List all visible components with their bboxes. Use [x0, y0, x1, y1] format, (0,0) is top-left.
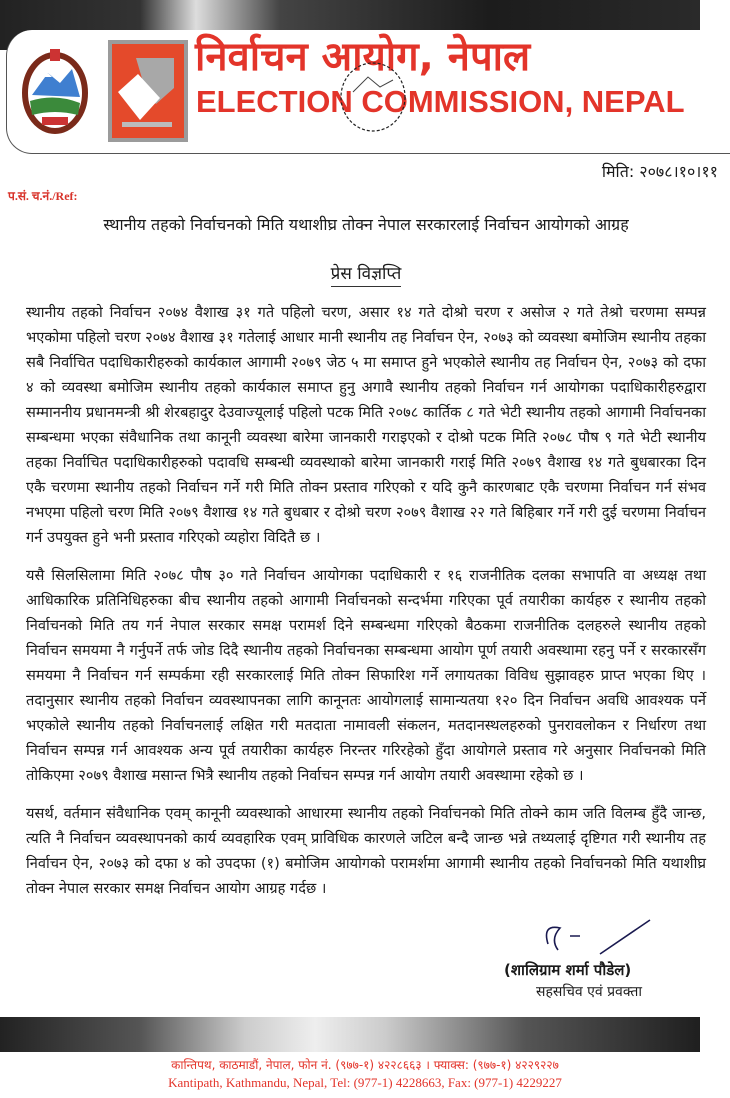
- nepal-emblem-icon: [20, 45, 90, 135]
- document-title: [26, 262, 706, 286]
- signatory-name: (शालिग्राम शर्मा पौडेल): [504, 961, 632, 979]
- reference-number-label: प.सं. च.नं./Ref:: [8, 189, 78, 203]
- org-name-nepali: निर्वाचन आयोग, नेपाल: [195, 34, 531, 80]
- document-subject: स्थानीय तहको निर्वाचनको मिति यथाशीघ्र तोक्न नेपाल सरकारलाई निर्वाचन आयोगको आग्रह: [103, 215, 629, 234]
- ballot-box-icon: [112, 44, 184, 138]
- official-seal-stamp: [318, 52, 428, 202]
- document-body: [26, 300, 706, 901]
- footer-address-english: Kantipath, Kathmandu, Nepal, Tel: (977-1) 4228663, Fax: (977-1) 4229227: [168, 1075, 562, 1090]
- document-date: मिति: २०७८।१०।११: [601, 162, 718, 181]
- document-content: [26, 214, 706, 1003]
- paragraph-2: यसै सिलसिलामा मिति २०७८ पौष ३० गते निर्वाचन आयोगका पदाधिकारी र १६ राजनीतिक दलका सभापति वा अध्यक्ष तथा आधिकारिक प्रतिनिधिहरुका बीच स्थानीय तहको आगामी निर्वाचनको सन्दर्भमा गरिएका पूर्व तयारीका कार्यहरु र स्थानीय तहको निर्वाचनको मिति तय गर्न नेपाल सरकार समक्ष परामर्श दिने सम्बन्धमा गरिएको बैठकमा राजनीतिक दलहरुले स्थानीय तहको निर्वाचन समयमा नै गर्नुपर्ने तर्फ जोड दिदै स्थानीय तहको निर्वाचनका सम्बन्धमा आयोग पूर्ण तयारी अवस्थामा रहनु पर्ने र सरकारसँग समयमा नै निर्वाचन गर्न सम्पर्कमा रही सरकारलाई मिति तोक्न सिफारिश गर्ने लगायतका विविध सुझावहरु प्राप्त भएका थिए । तदानुसार स्थानीय तहको निर्वाचन व्यवस्थापनका लागि कानूनतः आयोगलाई सामान्यतया १२० दिन निर्वाचन अवधि आवश्यक पर्ने भएकोले स्थानीय तहको निर्वाचनलाई लक्षित गरी मतदाता नामावली संकलन, मतदानस्थलहरुको पुनरावलोकन र निर्धारण तथा निर्वाचन सम्पन्न गर्न आवश्यक अन्य पूर्व तयारीका कार्यहरु निरन्तर गरिरहेको हुँदा आयोगले प्रस्ताव गरे अनुसार निर्वाचनको मिति तोकिएमा २०७९ वैशाख मसान्त भित्रै स्थानीय तहको निर्वाचन सम्पन्न गर्न आयोग तयारी अवस्थामा रहेको छ ।: [26, 567, 706, 784]
- footer-address-nepali: कान्तिपथ, काठमाडौं, नेपाल, फोन नं. (९७७-१) ४२२८६६३ । फ्याक्स: (९७७-१) ४२२९२२७: [171, 1058, 559, 1072]
- footer: [0, 1017, 730, 1098]
- handwritten-signature: [540, 914, 690, 959]
- election-commission-logo: [108, 40, 188, 142]
- org-name-english: ELECTION COMMISSION, NEPAL: [196, 84, 685, 119]
- letterhead: [0, 0, 730, 208]
- footer-band: [0, 1017, 700, 1052]
- paragraph-3: यसर्थ, वर्तमान संवैधानिक एवम् कानूनी व्यवस्थाको आधारमा स्थानीय तहको निर्वाचनको मिति तोक्ने काम जति विलम्ब हुँदै जान्छ, त्यति नै निर्वाचन व्यवस्थापनको कार्य व्यवहारिक एवम् प्राविधिक कारणले जटिल बन्दै जान्छ भन्ने तथ्यलाई दृष्टिगत गरी स्थानीय तह निर्वाचन ऐन, २०७३ को दफा ४ को उपदफा (१) बमोजिम आयोगको परामर्शमा आगामी स्थानीय तहको निर्वाचनको मिति यथाशीघ्र तोक्न नेपाल सरकार समक्ष निर्वाचन आयोग आग्रह गर्दछ ।: [26, 805, 706, 897]
- signatory-designation: सहसचिव एवं प्रवक्ता: [536, 984, 642, 1000]
- press-release-title: प्रेस विज्ञप्ति: [331, 264, 402, 287]
- signature-block: [504, 914, 706, 1003]
- paragraph-1: स्थानीय तहको निर्वाचन २०७४ वैशाख ३१ गते पहिलो चरण, असार १४ गते दोश्रो चरण र असोज २ गते तेश्रो चरणमा सम्पन्न भएकोमा पहिलो चरण २०७४ वैशाख ३१ गतेलाई आधार मानी स्थानीय तह निर्वाचन ऐन, २०७३ को व्यवस्था बमोजिम स्थानीय तहका सबै निर्वाचित पदाधिकारीहरुको कार्यकाल आगामी २०७९ जेठ ५ मा समाप्त हुने भएकोले स्थानीय तह निर्वाचन ऐन, २०७३ को दफा ४ को व्यवस्था बमोजिम स्थानीय तहको कार्यकाल समाप्त हुनु अगावै स्थानीय तहको निर्वाचन गर्न आयोगका पदाधिकारीहरुद्वारा सम्माननीय प्रधानमन्त्री श्री शेरबहादुर देउवाज्यूलाई पहिलो पटक मिति २०७८ कार्तिक ८ गते भेटी स्थानीय तहको आगामी निर्वाचनका सम्बन्धमा भएका संवैधानिक तथा कानूनी व्यवस्था बारेमा जानकारी गराइएको र दोश्रो पटक मिति २०७८ पौष ९ गते भेटी स्थानीय तहका निर्वाचित पदाधिकारीहरुको पदावधि सम्बन्धी व्यवस्थाको बारेमा जानकारी गराई मिति २०७९ वैशाख १४ गते बुधबारका दिन एकै चरणमा स्थानीय तहको निर्वाचन गर्ने गरी मिति तोक्न प्रस्ताव गरिएको र यदि कुनै कारणबाट एकै चरणमा निर्वाचन गर्न संभव नभएमा पहिलो चरण मिति २०७९ वैशाख १४ गते बुधबार र दोश्रो चरण २०७९ वैशाख २२ गते बिहिबार गर्ने गरी दुई चरणमा निर्वाचन गर्न उपयुक्त हुने भनी प्रस्ताव गरिएको व्यहोरा विदितै छ ।: [26, 304, 706, 546]
